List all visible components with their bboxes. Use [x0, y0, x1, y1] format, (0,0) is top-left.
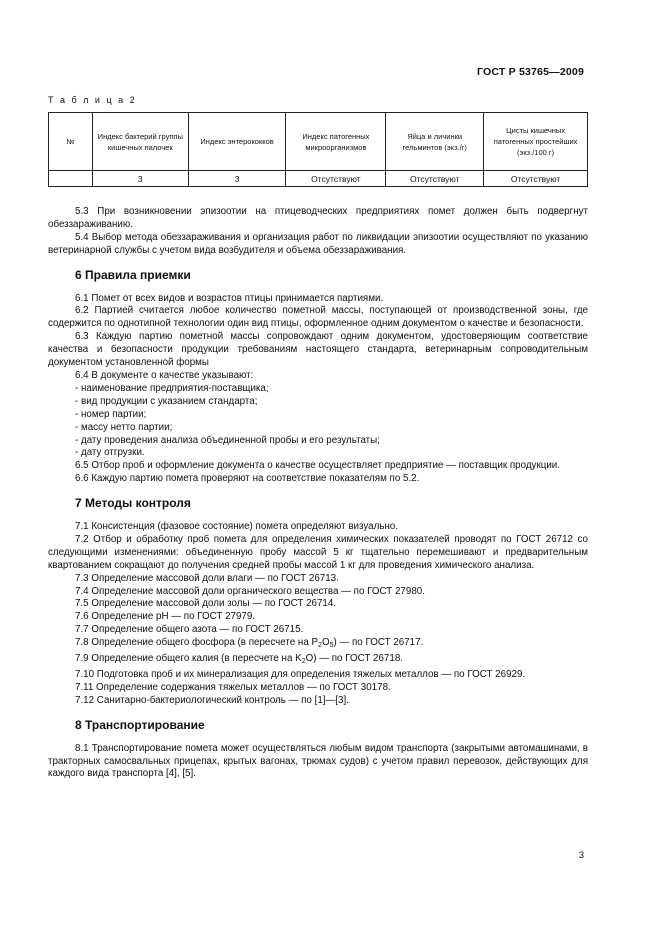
column-header: Индекс энтерококков [188, 113, 286, 171]
paragraph-7-12: 7.12 Санитарно-бактериологический контроль — по [1]—[3]. [75, 694, 349, 706]
table-cell: 3 [92, 171, 188, 187]
table-cell: 3 [188, 171, 286, 187]
table-row [49, 171, 588, 187]
list-item: - номер партии; [75, 408, 147, 420]
table-caption: Т а б л и ц а 2 [48, 95, 137, 105]
column-header: Индекс патогенных микроорганизмов [286, 113, 386, 171]
table-header-row [49, 113, 588, 171]
text-run: О [321, 637, 330, 649]
paragraph-7-9 [48, 653, 588, 669]
table-cell: Отсутствуют [286, 171, 386, 187]
paragraph-7-5: 7.5 Определение массовой доли золы — по ГОСТ 26714. [75, 598, 337, 610]
text-run: О) — по ГОСТ 26718. [305, 653, 403, 665]
data-table [48, 112, 588, 187]
table-cell [49, 171, 93, 187]
section-6-title: 6 Правила приемки [75, 267, 191, 282]
paragraph-8-1: 8.1 Транспортирование помета может осуществляться любым видом транспорта (закрытыми автомашинами, в тракторных самосвальных прицепах, крытых вагонах, трюмах судов) с учетом правил перевозок, действующих для каждого вида транспорта [4], [5]. [48, 742, 588, 780]
column-header: Цисты кишечных патогенных простейших (экз./100 г) [484, 113, 588, 171]
paragraph-7-7: 7.7 Определение общего азота — по ГОСТ 26715. [75, 624, 304, 636]
column-header: Яйца и личинки гельминтов (экз./г) [386, 113, 484, 171]
paragraph-6-5: 6.5 Отбор проб и оформление документа о качестве осуществляет предприятие — поставщик продукции. [75, 460, 561, 472]
text-run: ) — по ГОСТ 26717. [333, 637, 424, 649]
paragraph-6-1: 6.1 Помет от всех видов и возрастов птицы принимается партиями. [75, 292, 384, 304]
column-header: № [49, 113, 93, 171]
subscript: 2 [318, 642, 322, 650]
list-item: - наименование предприятия-поставщика; [75, 382, 269, 394]
paragraph-7-11: 7.11 Определение содержания тяжелых металлов — по ГОСТ 30178. [75, 681, 391, 693]
section-7-title: 7 Методы контроля [75, 496, 191, 511]
subscript: 2 [301, 658, 306, 666]
text-run: 7.9 Определение общего калия (в пересчете на K [75, 653, 302, 665]
paragraph-7-6: 7.6 Определение рН — по ГОСТ 27979. [75, 611, 256, 623]
paragraph-6-2: 6.2 Партией считается любое количество пометной массы, поступающей от производственной зоны, где содержится по однотипной технологии один вид птицы, оформленное одним документом о качестве и безопасности. [48, 305, 588, 330]
paragraph-5-3: 5.3 При возникновении эпизоотии на птицеводческих предприятиях помет должен быть подвергнут обеззараживанию. [48, 206, 588, 230]
text-run: 7.8 Определение общего фосфора (в пересчете на Р [75, 637, 319, 649]
paragraph-6-6: 6.6 Каждую партию помета проверяют на соответствие показателям по 5.2. [75, 473, 420, 485]
table-cell: Отсутствуют [386, 171, 484, 187]
paragraph-5-4: 5.4 Выбор метода обеззараживания и организация работ по ликвидации эпизоотии осуществляют по указанию ветеринарной службы с учетом вида возбудителя и объема обеззараживания. [48, 231, 588, 256]
list-item: - массу нетто партии; [75, 421, 173, 433]
column-header: Индекс бактерий группы кишечных палочек [92, 113, 188, 171]
paragraph-7-8 [48, 637, 588, 653]
section-8-title: 8 Транспортирование [75, 717, 205, 732]
list-item: - дату проведения анализа объединенной пробы и его результаты; [75, 434, 380, 446]
list-item: - вид продукции с указанием стандарта; [75, 395, 258, 407]
document-id: ГОСТ Р 53765—2009 [476, 66, 584, 78]
document-body [48, 206, 588, 781]
paragraph-6-3: 6.3 Каждую партию пометной массы сопровождают одним документом, удостоверяющим соответствие качества и безопасности продукции требованиям настоящего стандарта, ветеринарным сопроводительным документом установленной формы [48, 331, 588, 369]
subscript: 5 [329, 642, 334, 650]
paragraph-7-4: 7.4 Определение массовой доли органического вещества — по ГОСТ 27980. [75, 585, 425, 597]
page-number: 3 [578, 850, 584, 861]
paragraph-7-10: 7.10 Подготовка проб и их минерализация для определения тяжелых металлов — по ГОСТ 26929. [75, 669, 526, 680]
table-cell: Отсутствуют [484, 171, 588, 187]
paragraph-6-4: 6.4 В документе о качестве указывают: [75, 369, 254, 381]
paragraph-7-1: 7.1 Консистенция (фазовое состояние) помета определяют визуально. [75, 521, 399, 533]
list-item: - дату отгрузки. [75, 447, 145, 459]
paragraph-7-3: 7.3 Определение массовой доли влаги — по ГОСТ 26713. [75, 572, 339, 584]
paragraph-7-2: 7.2 Отбор и обработку проб помета для определения химических показателей проводят по ГОСТ 26712 со следующими изменениями: объединенную пробу массой 5 кг тщательно перемешивают и предварительным квартованием сокращают до получения средней пробы массой 1 кг для проведения химического анализа. [48, 533, 588, 571]
